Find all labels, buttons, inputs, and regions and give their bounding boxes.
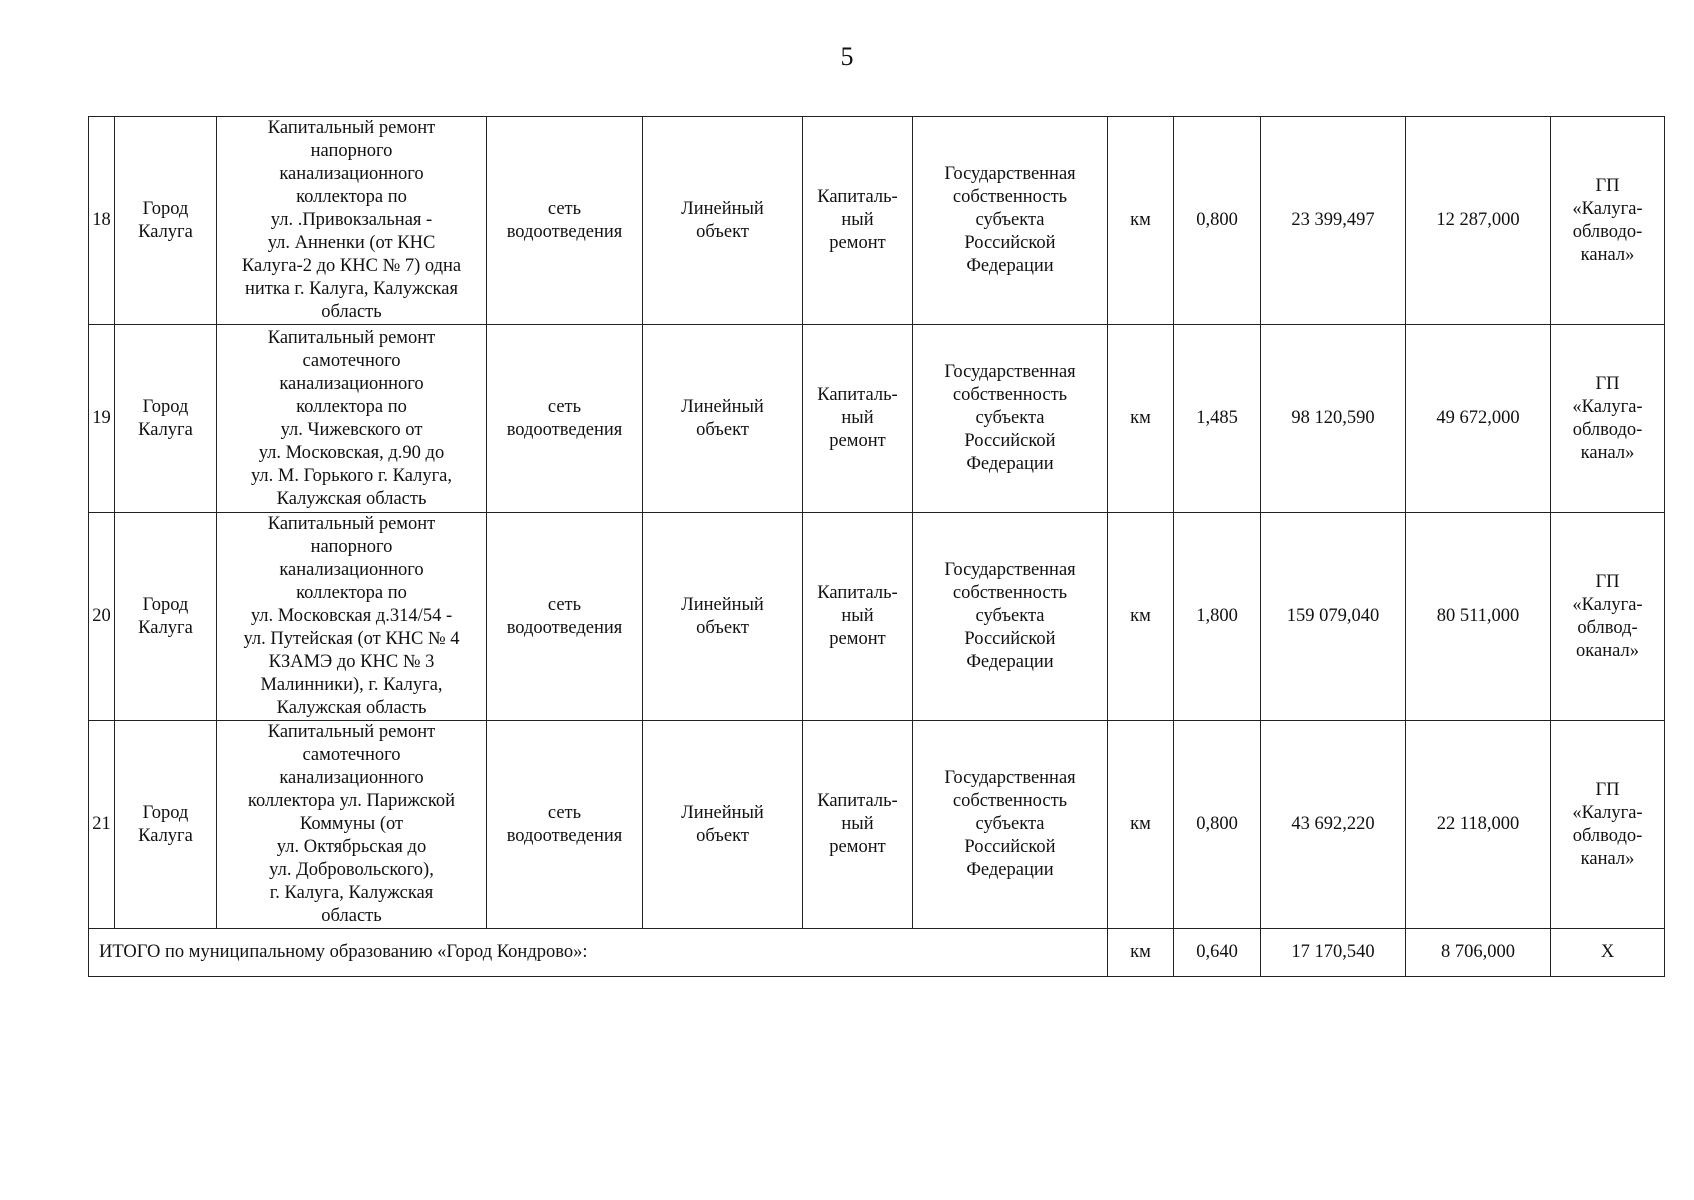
network-type-cell: сеть водоотведения (487, 513, 643, 721)
unit-cell: км (1108, 117, 1174, 325)
table-row (89, 117, 1665, 325)
page-number: 5 (840, 42, 854, 71)
work-type-cell: Капиталь- ный ремонт (803, 721, 913, 929)
row-number: 20 (89, 513, 115, 721)
length-cell: 0,800 (1174, 117, 1261, 325)
table-row (89, 513, 1665, 721)
network-type-cell: сеть водоотведения (487, 721, 643, 929)
object-description-cell: Капитальный ремонт напорного канализационного коллектора по ул. Московская д.314/54 - ул. Путейская (от КНС № 4 КЗАМЭ до КНС № 3 Малинники), г. Калуга, Калужская область (217, 513, 487, 721)
ownership-cell: Государственная собственность субъекта Российской Федерации (913, 513, 1108, 721)
work-type-cell: Капиталь- ный ремонт (803, 117, 913, 325)
network-type-cell: сеть водоотведения (487, 117, 643, 325)
total-row (89, 929, 1665, 977)
cost-funded-cell: 80 511,000 (1406, 513, 1551, 721)
cost-total-cell: 159 079,040 (1261, 513, 1406, 721)
object-type-cell: Линейный объект (643, 117, 803, 325)
length-cell: 0,800 (1174, 721, 1261, 929)
cost-total-cell: 43 692,220 (1261, 721, 1406, 929)
row-number: 21 (89, 721, 115, 929)
total-cost-total-cell: 17 170,540 (1261, 929, 1406, 977)
object-description-cell: Капитальный ремонт напорного канализационного коллектора по ул. .Привокзальная - ул. Анненки (от КНС Калуга-2 до КНС № 7) одна нитка г. Калуга, Калужская область (217, 117, 487, 325)
unit-cell: км (1108, 513, 1174, 721)
ownership-cell: Государственная собственность субъекта Российской Федерации (913, 721, 1108, 929)
municipality-cell: Город Калуга (115, 513, 217, 721)
cost-total-cell: 23 399,497 (1261, 117, 1406, 325)
work-type-cell: Капиталь- ный ремонт (803, 325, 913, 513)
row-number: 18 (89, 117, 115, 325)
object-type-cell: Линейный объект (643, 513, 803, 721)
object-type-cell: Линейный объект (643, 325, 803, 513)
cost-total-cell: 98 120,590 (1261, 325, 1406, 513)
cost-funded-cell: 12 287,000 (1406, 117, 1551, 325)
total-operator-cell: Х (1551, 929, 1665, 977)
unit-cell: км (1108, 721, 1174, 929)
table-body (89, 117, 1665, 977)
operator-cell: ГП «Калуга- облвод- оканал» (1551, 513, 1665, 721)
municipality-cell: Город Калуга (115, 721, 217, 929)
object-description-cell: Капитальный ремонт самотечного канализационного коллектора по ул. Чижевского от ул. Московская, д.90 до ул. М. Горького г. Калуга, Калужская область (217, 325, 487, 513)
object-type-cell: Линейный объект (643, 721, 803, 929)
total-length-cell: 0,640 (1174, 929, 1261, 977)
table-row (89, 325, 1665, 513)
operator-cell: ГП «Калуга- облводо- канал» (1551, 721, 1665, 929)
network-type-cell: сеть водоотведения (487, 325, 643, 513)
ownership-cell: Государственная собственность субъекта Российской Федерации (913, 325, 1108, 513)
municipality-cell: Город Калуга (115, 117, 217, 325)
object-description-cell: Капитальный ремонт самотечного канализационного коллектора ул. Парижской Коммуны (от ул. Октябрьская до ул. Добровольского), г. Калуга, Калужская область (217, 721, 487, 929)
length-cell: 1,485 (1174, 325, 1261, 513)
length-cell: 1,800 (1174, 513, 1261, 721)
object-table (88, 116, 1665, 977)
operator-cell: ГП «Калуга- облводо- канал» (1551, 325, 1665, 513)
operator-cell: ГП «Калуга- облводо- канал» (1551, 117, 1665, 325)
total-unit-cell: км (1108, 929, 1174, 977)
cost-funded-cell: 22 118,000 (1406, 721, 1551, 929)
ownership-cell: Государственная собственность субъекта Российской Федерации (913, 117, 1108, 325)
total-cost-funded-cell: 8 706,000 (1406, 929, 1551, 977)
total-label: ИТОГО по муниципальному образованию «Город Кондрово»: (89, 929, 1108, 977)
unit-cell: км (1108, 325, 1174, 513)
row-number: 19 (89, 325, 115, 513)
municipality-cell: Город Калуга (115, 325, 217, 513)
work-type-cell: Капиталь- ный ремонт (803, 513, 913, 721)
cost-funded-cell: 49 672,000 (1406, 325, 1551, 513)
table-row (89, 721, 1665, 929)
